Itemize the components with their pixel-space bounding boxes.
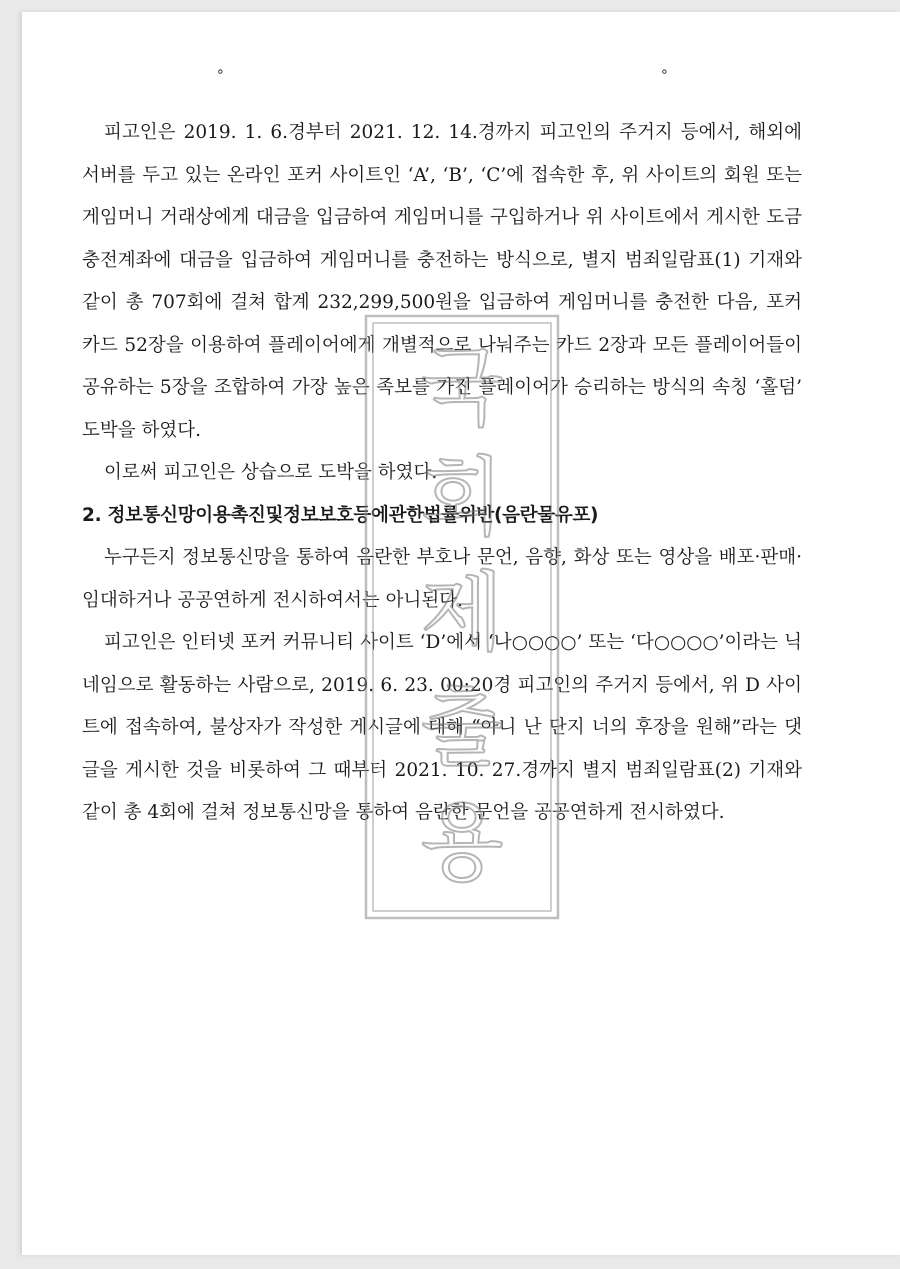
seal-character: 용 <box>420 793 504 893</box>
paragraph-gambling-conclusion: 이로써 피고인은 상습으로 도박을 하였다. <box>104 462 438 483</box>
seal-character: 출 <box>420 678 504 778</box>
document-body <box>82 112 802 835</box>
paragraph-law-text: 누구든지 정보통신망을 통하여 음란한 부호나 문언, 음향, 화상 또는 영상을 배포·판매·임대하거나 공공연하게 전시하여서는 아니된다. <box>82 547 802 611</box>
seal-character: 회 <box>420 448 504 548</box>
document-page <box>22 12 900 1255</box>
paragraph-obscenity-facts: 피고인은 인터넷 포커 커뮤니티 사이트 ‘D’에서 ‘나○○○○’ 또는 ‘다○○○○’이라는 닉네임으로 활동하는 사람으로, 2019. 6. 23. 00:20경 피고인의 주거지 등에서, 위 D 사이트에 접속하여, 불상자가 작성한 게시글에 대해 “아니 난 단지 너의 후장을 원해”라는 댓글을 게시한 것을 비롯하여 그 때부터 2021. 10. 27.경까지 별지 범죄일람표(2) 기재와 같이 총 4회에 걸쳐 정보통신망을 통하여 음란한 문언을 공공연하게 전시하였다. <box>82 632 802 823</box>
seal-character: 국 <box>420 338 504 438</box>
seal-character: 제 <box>420 563 504 663</box>
paragraph-gambling-facts: 피고인은 2019. 1. 6.경부터 2021. 12. 14.경까지 피고인의 주거지 등에서, 해외에 서버를 두고 있는 온라인 포커 사이트인 ‘A’, ‘B’, ‘C’에 접속한 후, 위 사이트의 회원 또는 게임머니 거래상에게 대금을 입금하여 게임머니를 구입하거나 위 사이트에서 게시한 도금 충전계좌에 대금을 입금하여 게임머니를 충전하는 방식으로, 별지 범죄일람표(1) 기재와 같이 총 707회에 걸쳐 합계 232,299,500원을 입금하여 게임머니를 충전한 다음, 포커 카드 52장을 이용하여 플레이어에게 개별적으로 나눠주는 카드 2장과 모든 플레이어들이 공유하는 5장을 조합하여 가장 높은 족보를 가진 플레이어가 승리하는 방식의 속칭 ‘홀덤’ 도박을 하였다. <box>82 122 802 441</box>
section-heading: 2. 정보통신망이용촉진및정보보호등에관한법률위반(음란물유포) <box>82 504 599 526</box>
header-dot-right: ∘ <box>660 64 669 80</box>
header-dot-left: ∘ <box>216 64 225 80</box>
